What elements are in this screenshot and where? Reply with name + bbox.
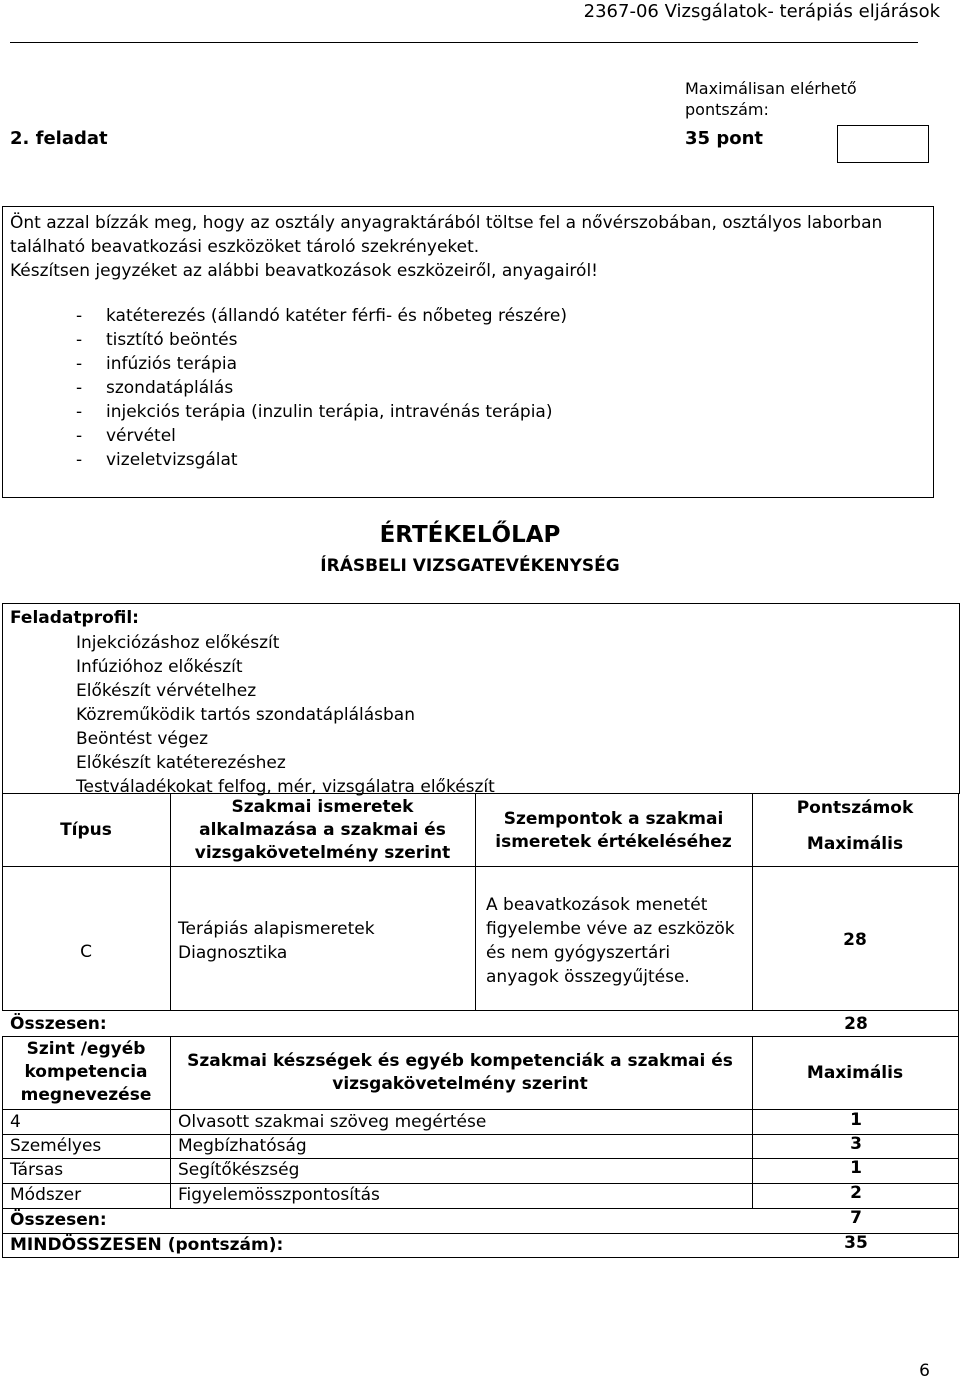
table-line	[958, 793, 959, 1010]
task-intro-line-1: Önt azzal bízzák meg, hogy az osztály anyagraktárából töltse fel a nővérszobában, osztályos laborban	[10, 213, 883, 233]
row-aspects: A beavatkozások menetét figyelembe véve az eszközök és nem gyógyszertári anyagok összegyűjtése.	[486, 895, 735, 987]
table-line	[2, 1183, 959, 1184]
task-intro	[10, 211, 930, 283]
col-header-points: Pontszámok	[796, 798, 914, 818]
procedure-list	[76, 304, 567, 472]
table-line	[752, 793, 753, 1010]
max-points-label-line-2: pontszám:	[685, 100, 769, 119]
row-level: Módszer	[10, 1185, 82, 1205]
list-item: Injekciózáshoz előkészít	[76, 633, 280, 653]
grand-total-value: 35	[844, 1233, 868, 1253]
task-intro-line-3: Készítsen jegyzéket az alábbi beavatkozások eszközeiről, anyagairól!	[10, 261, 598, 281]
row-skill: Megbízhatóság	[178, 1136, 307, 1156]
list-item: - szondatáplálás	[76, 378, 234, 398]
row-skill: Segítőkészség	[178, 1160, 300, 1180]
row-level: 4	[10, 1112, 21, 1132]
col-header-max: Maximális	[806, 1063, 904, 1083]
col-header-type: Típus	[60, 820, 112, 840]
table-line	[2, 1134, 959, 1135]
row-max: 1	[850, 1158, 862, 1178]
list-item: - tisztító beöntés	[76, 330, 238, 350]
table-line	[2, 1010, 959, 1011]
total-label: Összesen:	[10, 1210, 107, 1230]
col-header-level: Szint /egyéb kompetencia megnevezése	[20, 1039, 152, 1105]
table-line	[2, 1158, 959, 1159]
list-item: - vérvétel	[76, 426, 176, 446]
row-skill: Olvasott szakmai szöveg megértése	[178, 1112, 487, 1132]
total-value: 7	[850, 1208, 862, 1228]
profile-label: Feladatprofil:	[10, 608, 139, 628]
task-title: 2. feladat	[10, 128, 108, 149]
max-points-label-line-1: Maximálisan elérhető	[685, 79, 857, 98]
list-item: Előkészít katéterezéshez	[76, 753, 286, 773]
list-item: - katéterezés (állandó katéter férfi- és nőbeteg részére)	[76, 306, 567, 326]
row-max: 2	[850, 1183, 862, 1203]
page-number: 6	[919, 1361, 930, 1381]
row-level: Személyes	[10, 1136, 102, 1156]
table-line	[170, 1036, 171, 1208]
table-line	[2, 866, 959, 867]
col-header-aspects: Szempontok a szakmai ismeretek értékeléséhez	[495, 809, 732, 852]
total-label: Összesen:	[10, 1014, 107, 1034]
list-item: - injekciós terápia (inzulin terápia, intravénás terápia)	[76, 402, 553, 422]
table-line	[958, 1010, 959, 1257]
row-level: Társas	[10, 1160, 64, 1180]
page-header-title: 2367-06 Vizsgálatok- terápiás eljárások	[583, 1, 940, 22]
table-line	[2, 1257, 959, 1258]
row-skill: Figyelemösszpontosítás	[178, 1185, 380, 1205]
sheet-title: ÉRTÉKELŐLAP	[379, 522, 561, 548]
list-item: Infúzióhoz előkészít	[76, 657, 243, 677]
list-item: Testváladékokat felfog, mér, vizsgálatra előkészít	[76, 777, 495, 797]
list-item: Előkészít vérvételhez	[76, 681, 257, 701]
max-points-label	[685, 78, 857, 120]
row-max: 3	[850, 1134, 862, 1154]
profile-list	[76, 631, 495, 799]
row-knowledge: Terápiás alapismeretek Diagnosztika	[178, 919, 375, 963]
task-intro-line-2: található beavatkozási eszközöket tároló szekrényeket.	[10, 237, 480, 257]
score-input-box[interactable]	[837, 125, 929, 163]
table-line	[2, 1036, 3, 1257]
total-value: 28	[844, 1014, 868, 1034]
header-divider	[10, 42, 918, 43]
table-line	[2, 1208, 959, 1209]
col-header-knowledge: Szakmai ismeretek alkalmazása a szakmai és vizsgakövetelmény szerint	[194, 797, 451, 863]
task-points: 35 pont	[685, 128, 763, 149]
row-max-points: 28	[843, 930, 867, 950]
col-header-skills: Szakmai készségek és egyéb kompetenciák a szakmai és vizsgakövetelmény szerint	[187, 1051, 733, 1094]
table-line	[2, 793, 959, 794]
table-line	[752, 1036, 753, 1208]
row-type: C	[80, 942, 92, 962]
list-item: Beöntést végez	[76, 729, 209, 749]
list-item: - infúziós terápia	[76, 354, 238, 374]
list-item: Közreműködik tartós szondatáplálásban	[76, 705, 415, 725]
list-item: - vizeletvizsgálat	[76, 450, 238, 470]
grand-total-label: MINDÖSSZESEN (pontszám):	[10, 1235, 284, 1255]
col-header-max: Maximális	[806, 834, 904, 854]
sheet-subtitle: ÍRÁSBELI VIZSGATEVÉKENYSÉG	[320, 556, 620, 576]
table-line	[2, 1036, 959, 1037]
row-max: 1	[850, 1110, 862, 1130]
